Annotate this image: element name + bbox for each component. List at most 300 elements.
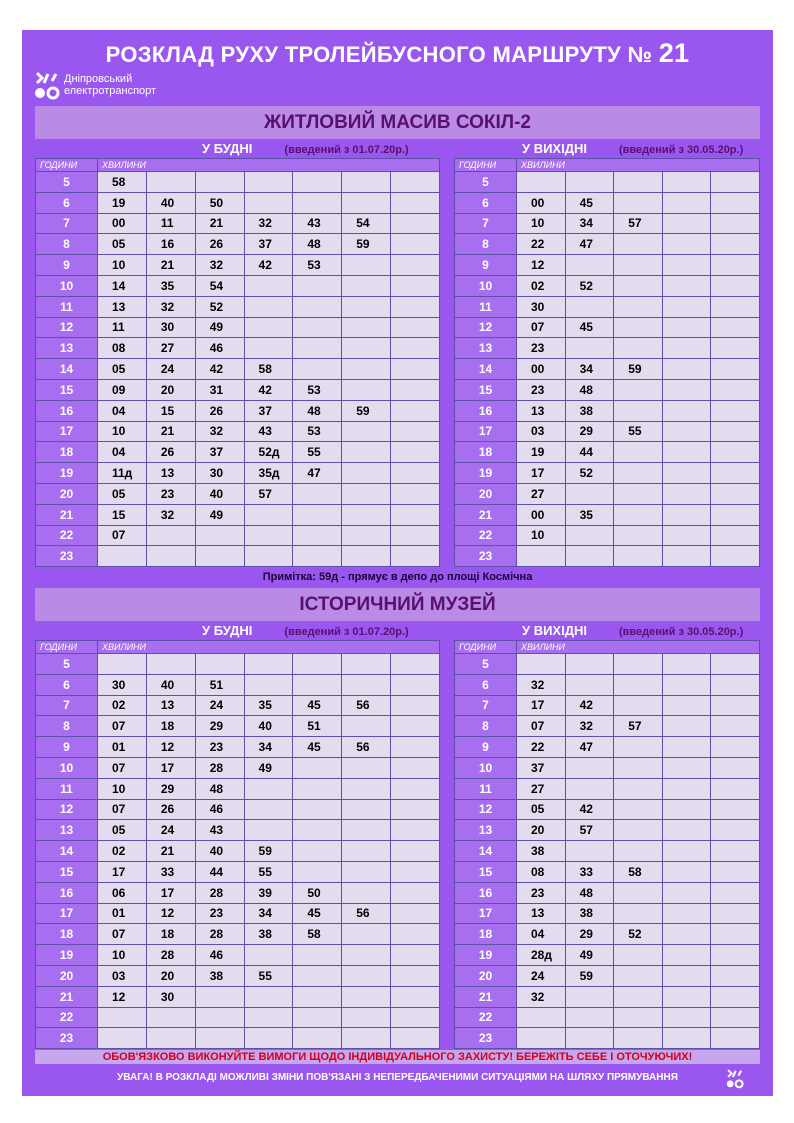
hour-cell: 20	[455, 965, 517, 986]
minute-cell	[662, 841, 711, 862]
minute-cell: 55	[244, 861, 293, 882]
minute-cell	[98, 1007, 147, 1028]
minute-cell	[293, 317, 342, 338]
minute-cell: 21	[146, 841, 195, 862]
table-row	[455, 654, 760, 675]
minute-cell	[662, 1007, 711, 1028]
minute-cell	[391, 463, 440, 484]
minute-cell: 48	[293, 400, 342, 421]
table-header-row	[455, 641, 760, 654]
minute-cell	[293, 1007, 342, 1028]
minute-cell	[614, 255, 663, 276]
table-row	[455, 234, 760, 255]
company-logo	[34, 70, 204, 104]
minute-cell	[391, 757, 440, 778]
minute-cell: 56	[342, 903, 391, 924]
table-row	[455, 275, 760, 296]
minute-cell	[342, 757, 391, 778]
minute-cell	[391, 546, 440, 567]
minute-cell	[391, 903, 440, 924]
minute-cell: 40	[195, 483, 244, 504]
minute-cell	[711, 504, 760, 525]
minute-cell	[614, 674, 663, 695]
minute-cell	[342, 338, 391, 359]
minute-cell: 02	[98, 695, 147, 716]
minute-cell	[517, 1007, 566, 1028]
minute-cell	[391, 841, 440, 862]
minute-cell	[342, 965, 391, 986]
hour-cell: 15	[455, 379, 517, 400]
minutes-header: ХВИЛИНИ	[517, 159, 760, 172]
table-row	[455, 546, 760, 567]
minute-cell	[293, 172, 342, 193]
minute-cell: 28д	[517, 945, 566, 966]
minute-cell: 49	[244, 757, 293, 778]
minute-cell	[614, 799, 663, 820]
minute-cell	[662, 986, 711, 1007]
minute-cell	[614, 379, 663, 400]
minute-cell: 42	[195, 359, 244, 380]
minute-cell: 45	[293, 695, 342, 716]
minute-cell: 05	[98, 359, 147, 380]
logo-icon	[34, 70, 60, 102]
minute-cell: 50	[195, 192, 244, 213]
minute-cell: 48	[565, 882, 614, 903]
hour-cell: 7	[36, 695, 98, 716]
minute-cell: 24	[195, 695, 244, 716]
hour-cell: 6	[455, 192, 517, 213]
minute-cell: 26	[146, 442, 195, 463]
minute-cell	[146, 546, 195, 567]
minute-cell	[391, 965, 440, 986]
minute-cell: 08	[517, 861, 566, 882]
table-row	[455, 903, 760, 924]
minute-cell	[614, 546, 663, 567]
minute-cell	[711, 882, 760, 903]
minute-cell	[662, 546, 711, 567]
table-row	[455, 504, 760, 525]
minute-cell	[614, 483, 663, 504]
hour-cell: 8	[36, 716, 98, 737]
minute-cell	[391, 192, 440, 213]
table-row	[36, 359, 440, 380]
table-row	[36, 172, 440, 193]
table-row	[36, 841, 440, 862]
minute-cell	[565, 172, 614, 193]
minute-cell: 42	[565, 799, 614, 820]
hour-cell: 5	[36, 172, 98, 193]
minute-cell	[711, 841, 760, 862]
minute-cell	[293, 296, 342, 317]
minute-cell: 32	[195, 421, 244, 442]
weekday-intro-1: (введений з 01.07.20р.)	[284, 144, 409, 156]
table-row	[455, 338, 760, 359]
minute-cell: 09	[98, 379, 147, 400]
minute-cell	[391, 986, 440, 1007]
table-row	[455, 820, 760, 841]
minute-cell: 59	[614, 359, 663, 380]
minute-cell: 37	[244, 400, 293, 421]
minute-cell	[662, 275, 711, 296]
minute-cell	[614, 757, 663, 778]
minute-cell	[342, 1007, 391, 1028]
minute-cell	[614, 275, 663, 296]
minute-cell: 26	[195, 234, 244, 255]
minute-cell	[342, 442, 391, 463]
minute-cell: 58	[244, 359, 293, 380]
minute-cell: 12	[98, 986, 147, 1007]
minute-cell: 11	[146, 213, 195, 234]
minute-cell: 38	[565, 903, 614, 924]
table-row	[36, 757, 440, 778]
table-row	[455, 421, 760, 442]
table-row	[36, 504, 440, 525]
minute-cell	[711, 674, 760, 695]
minute-cell	[244, 546, 293, 567]
logo-small-icon	[724, 1068, 746, 1090]
hour-cell: 17	[455, 903, 517, 924]
hour-cell: 15	[36, 861, 98, 882]
minute-cell	[662, 778, 711, 799]
minute-cell	[146, 1028, 195, 1049]
hour-cell: 21	[455, 986, 517, 1007]
hour-cell: 23	[455, 546, 517, 567]
minute-cell: 29	[565, 924, 614, 945]
minute-cell	[711, 654, 760, 675]
minute-cell: 19	[98, 192, 147, 213]
minute-cell	[565, 255, 614, 276]
hour-cell: 23	[455, 1028, 517, 1049]
minute-cell	[244, 1028, 293, 1049]
minute-cell	[614, 296, 663, 317]
minute-cell: 38	[517, 841, 566, 862]
minute-cell	[711, 861, 760, 882]
minute-cell: 00	[517, 359, 566, 380]
minute-cell	[711, 172, 760, 193]
minute-cell: 37	[195, 442, 244, 463]
minute-cell: 07	[98, 757, 147, 778]
hour-cell: 10	[36, 275, 98, 296]
minute-cell	[614, 965, 663, 986]
minute-cell: 34	[565, 359, 614, 380]
schedule-note: Примітка: 59д - прямує в депо до площі Космічна	[262, 571, 533, 583]
minute-cell	[711, 338, 760, 359]
minute-cell: 10	[517, 525, 566, 546]
minute-cell	[342, 799, 391, 820]
minute-cell	[391, 379, 440, 400]
hour-cell: 6	[455, 674, 517, 695]
table-row	[36, 192, 440, 213]
minute-cell: 42	[244, 379, 293, 400]
minute-cell	[711, 275, 760, 296]
hour-cell: 15	[36, 379, 98, 400]
minute-cell	[342, 654, 391, 675]
minute-cell: 50	[293, 882, 342, 903]
table-row	[36, 296, 440, 317]
minute-cell: 23	[517, 379, 566, 400]
weekend-title-2: У ВИХІДНІ	[522, 623, 587, 638]
minute-cell: 05	[517, 799, 566, 820]
minute-cell: 03	[98, 965, 147, 986]
minute-cell: 00	[98, 213, 147, 234]
minute-cell	[662, 654, 711, 675]
hour-cell: 20	[455, 483, 517, 504]
weekend-intro-1: (введений з 30.05.20р.)	[618, 144, 744, 156]
hour-cell: 22	[36, 525, 98, 546]
table-row	[455, 213, 760, 234]
minute-cell	[517, 1028, 566, 1049]
minute-cell	[711, 546, 760, 567]
minute-cell	[711, 695, 760, 716]
minute-cell	[195, 1028, 244, 1049]
minute-cell: 32	[146, 296, 195, 317]
minute-cell: 34	[565, 213, 614, 234]
logo-line-1: Дніпровський	[64, 73, 133, 85]
minute-cell	[662, 674, 711, 695]
minute-cell: 04	[98, 400, 147, 421]
minute-cell	[614, 986, 663, 1007]
minute-cell	[342, 317, 391, 338]
minutes-header: ХВИЛИНИ	[517, 641, 760, 654]
minute-cell	[662, 965, 711, 986]
minute-cell: 05	[98, 820, 147, 841]
minutes-header: ХВИЛИНИ	[98, 641, 440, 654]
minute-cell	[614, 778, 663, 799]
minute-cell	[517, 654, 566, 675]
minute-cell: 05	[98, 234, 147, 255]
minute-cell	[662, 757, 711, 778]
minute-cell: 56	[342, 737, 391, 758]
minute-cell: 43	[293, 213, 342, 234]
minute-cell	[293, 986, 342, 1007]
minute-cell: 47	[565, 234, 614, 255]
minute-cell	[614, 695, 663, 716]
minute-cell: 00	[517, 504, 566, 525]
minute-cell	[662, 945, 711, 966]
table-row	[36, 463, 440, 484]
table-row	[455, 400, 760, 421]
hour-cell: 23	[36, 1028, 98, 1049]
minute-cell	[342, 841, 391, 862]
hour-cell: 13	[36, 820, 98, 841]
hour-cell: 19	[455, 463, 517, 484]
minute-cell: 47	[293, 463, 342, 484]
weekday-title-2: У БУДНІ	[202, 623, 253, 638]
minute-cell: 24	[146, 359, 195, 380]
minute-cell	[711, 192, 760, 213]
minute-cell	[391, 1028, 440, 1049]
table-row	[36, 317, 440, 338]
minute-cell: 55	[614, 421, 663, 442]
table-row	[455, 1028, 760, 1049]
minute-cell: 51	[195, 674, 244, 695]
table-row	[455, 255, 760, 276]
minute-cell: 52	[614, 924, 663, 945]
minute-cell: 23	[517, 882, 566, 903]
table-row	[455, 945, 760, 966]
minute-cell: 06	[98, 882, 147, 903]
minute-cell	[391, 317, 440, 338]
hour-cell: 14	[455, 841, 517, 862]
minute-cell	[342, 882, 391, 903]
minute-cell	[614, 903, 663, 924]
minute-cell	[244, 172, 293, 193]
minute-cell	[614, 945, 663, 966]
minute-cell	[391, 172, 440, 193]
minute-cell	[711, 442, 760, 463]
minute-cell	[565, 986, 614, 1007]
table-row	[455, 463, 760, 484]
table-row	[455, 882, 760, 903]
hour-cell: 11	[36, 778, 98, 799]
minute-cell: 54	[342, 213, 391, 234]
minute-cell	[391, 275, 440, 296]
minute-cell: 53	[293, 255, 342, 276]
minute-cell: 58	[614, 861, 663, 882]
minute-cell: 46	[195, 338, 244, 359]
minute-cell	[293, 965, 342, 986]
minute-cell: 57	[614, 213, 663, 234]
minute-cell	[195, 525, 244, 546]
minute-cell: 35	[565, 504, 614, 525]
minute-cell	[565, 757, 614, 778]
table-row	[36, 903, 440, 924]
hour-cell: 17	[455, 421, 517, 442]
minute-cell	[662, 463, 711, 484]
minute-cell	[662, 213, 711, 234]
minute-cell: 53	[293, 379, 342, 400]
hour-cell: 20	[36, 483, 98, 504]
table-row	[36, 778, 440, 799]
minute-cell	[565, 1028, 614, 1049]
hour-cell: 15	[455, 861, 517, 882]
minute-cell: 01	[98, 737, 147, 758]
hour-cell: 21	[455, 504, 517, 525]
minute-cell: 13	[517, 903, 566, 924]
table-row	[36, 275, 440, 296]
minute-cell	[244, 504, 293, 525]
minute-cell	[342, 525, 391, 546]
minute-cell: 17	[98, 861, 147, 882]
minute-cell: 40	[195, 841, 244, 862]
hour-cell: 17	[36, 421, 98, 442]
minute-cell	[565, 654, 614, 675]
hour-cell: 12	[455, 799, 517, 820]
minute-cell: 17	[517, 695, 566, 716]
minute-cell	[293, 483, 342, 504]
minute-cell	[662, 861, 711, 882]
hour-cell: 7	[36, 213, 98, 234]
minute-cell	[244, 296, 293, 317]
hour-cell: 16	[36, 882, 98, 903]
minute-cell: 53	[293, 421, 342, 442]
hour-cell: 16	[455, 882, 517, 903]
minute-cell: 23	[195, 903, 244, 924]
minute-cell: 23	[195, 737, 244, 758]
minute-cell: 32	[517, 674, 566, 695]
minute-cell	[662, 317, 711, 338]
minute-cell: 30	[195, 463, 244, 484]
minute-cell: 32	[146, 504, 195, 525]
minute-cell: 17	[517, 463, 566, 484]
table-row	[455, 986, 760, 1007]
minute-cell: 59	[342, 234, 391, 255]
table-row	[36, 338, 440, 359]
hour-cell: 12	[455, 317, 517, 338]
hour-cell: 21	[36, 504, 98, 525]
minute-cell	[244, 275, 293, 296]
minute-cell	[391, 695, 440, 716]
minute-cell: 34	[244, 903, 293, 924]
minute-cell	[711, 1007, 760, 1028]
hour-cell: 16	[36, 400, 98, 421]
minute-cell: 22	[517, 234, 566, 255]
table-row	[455, 716, 760, 737]
minute-cell	[711, 903, 760, 924]
minute-cell	[565, 546, 614, 567]
table-header-row	[36, 641, 440, 654]
minute-cell	[146, 172, 195, 193]
minute-cell: 07	[517, 716, 566, 737]
minute-cell	[711, 757, 760, 778]
minute-cell: 11д	[98, 463, 147, 484]
minute-cell: 57	[244, 483, 293, 504]
hours-header: ГОДИНИ	[36, 641, 98, 654]
hour-cell: 7	[455, 695, 517, 716]
section-title-2: ІСТОРИЧНИЙ МУЗЕЙ	[35, 588, 760, 621]
minute-cell	[293, 799, 342, 820]
table-row	[455, 861, 760, 882]
minute-cell	[662, 924, 711, 945]
section-title-1: ЖИТЛОВИЙ МАСИВ СОКІЛ-2	[35, 106, 760, 139]
minute-cell	[565, 525, 614, 546]
hour-cell: 5	[36, 654, 98, 675]
minute-cell: 07	[98, 924, 147, 945]
schedule-poster	[22, 30, 773, 1096]
minute-cell: 48	[293, 234, 342, 255]
weekday-header-1	[202, 141, 409, 156]
minute-cell	[614, 172, 663, 193]
minute-cell	[342, 716, 391, 737]
minute-cell	[711, 255, 760, 276]
route-number: 21	[658, 38, 690, 68]
minute-cell: 27	[146, 338, 195, 359]
minute-cell	[391, 778, 440, 799]
table-row	[36, 882, 440, 903]
minute-cell	[662, 903, 711, 924]
table-row	[455, 1007, 760, 1028]
minute-cell	[293, 275, 342, 296]
minute-cell	[293, 546, 342, 567]
minute-cell: 40	[146, 192, 195, 213]
table-row	[36, 442, 440, 463]
table-row	[455, 924, 760, 945]
minute-cell: 32	[517, 986, 566, 1007]
table-row	[36, 674, 440, 695]
minute-cell	[391, 882, 440, 903]
table-row	[36, 483, 440, 504]
hour-cell: 8	[455, 716, 517, 737]
minute-cell	[614, 737, 663, 758]
minute-cell	[391, 338, 440, 359]
minute-cell	[662, 359, 711, 380]
minute-cell	[391, 213, 440, 234]
minute-cell	[662, 716, 711, 737]
minute-cell	[293, 359, 342, 380]
minute-cell	[391, 421, 440, 442]
minute-cell: 57	[565, 820, 614, 841]
minute-cell: 23	[146, 483, 195, 504]
